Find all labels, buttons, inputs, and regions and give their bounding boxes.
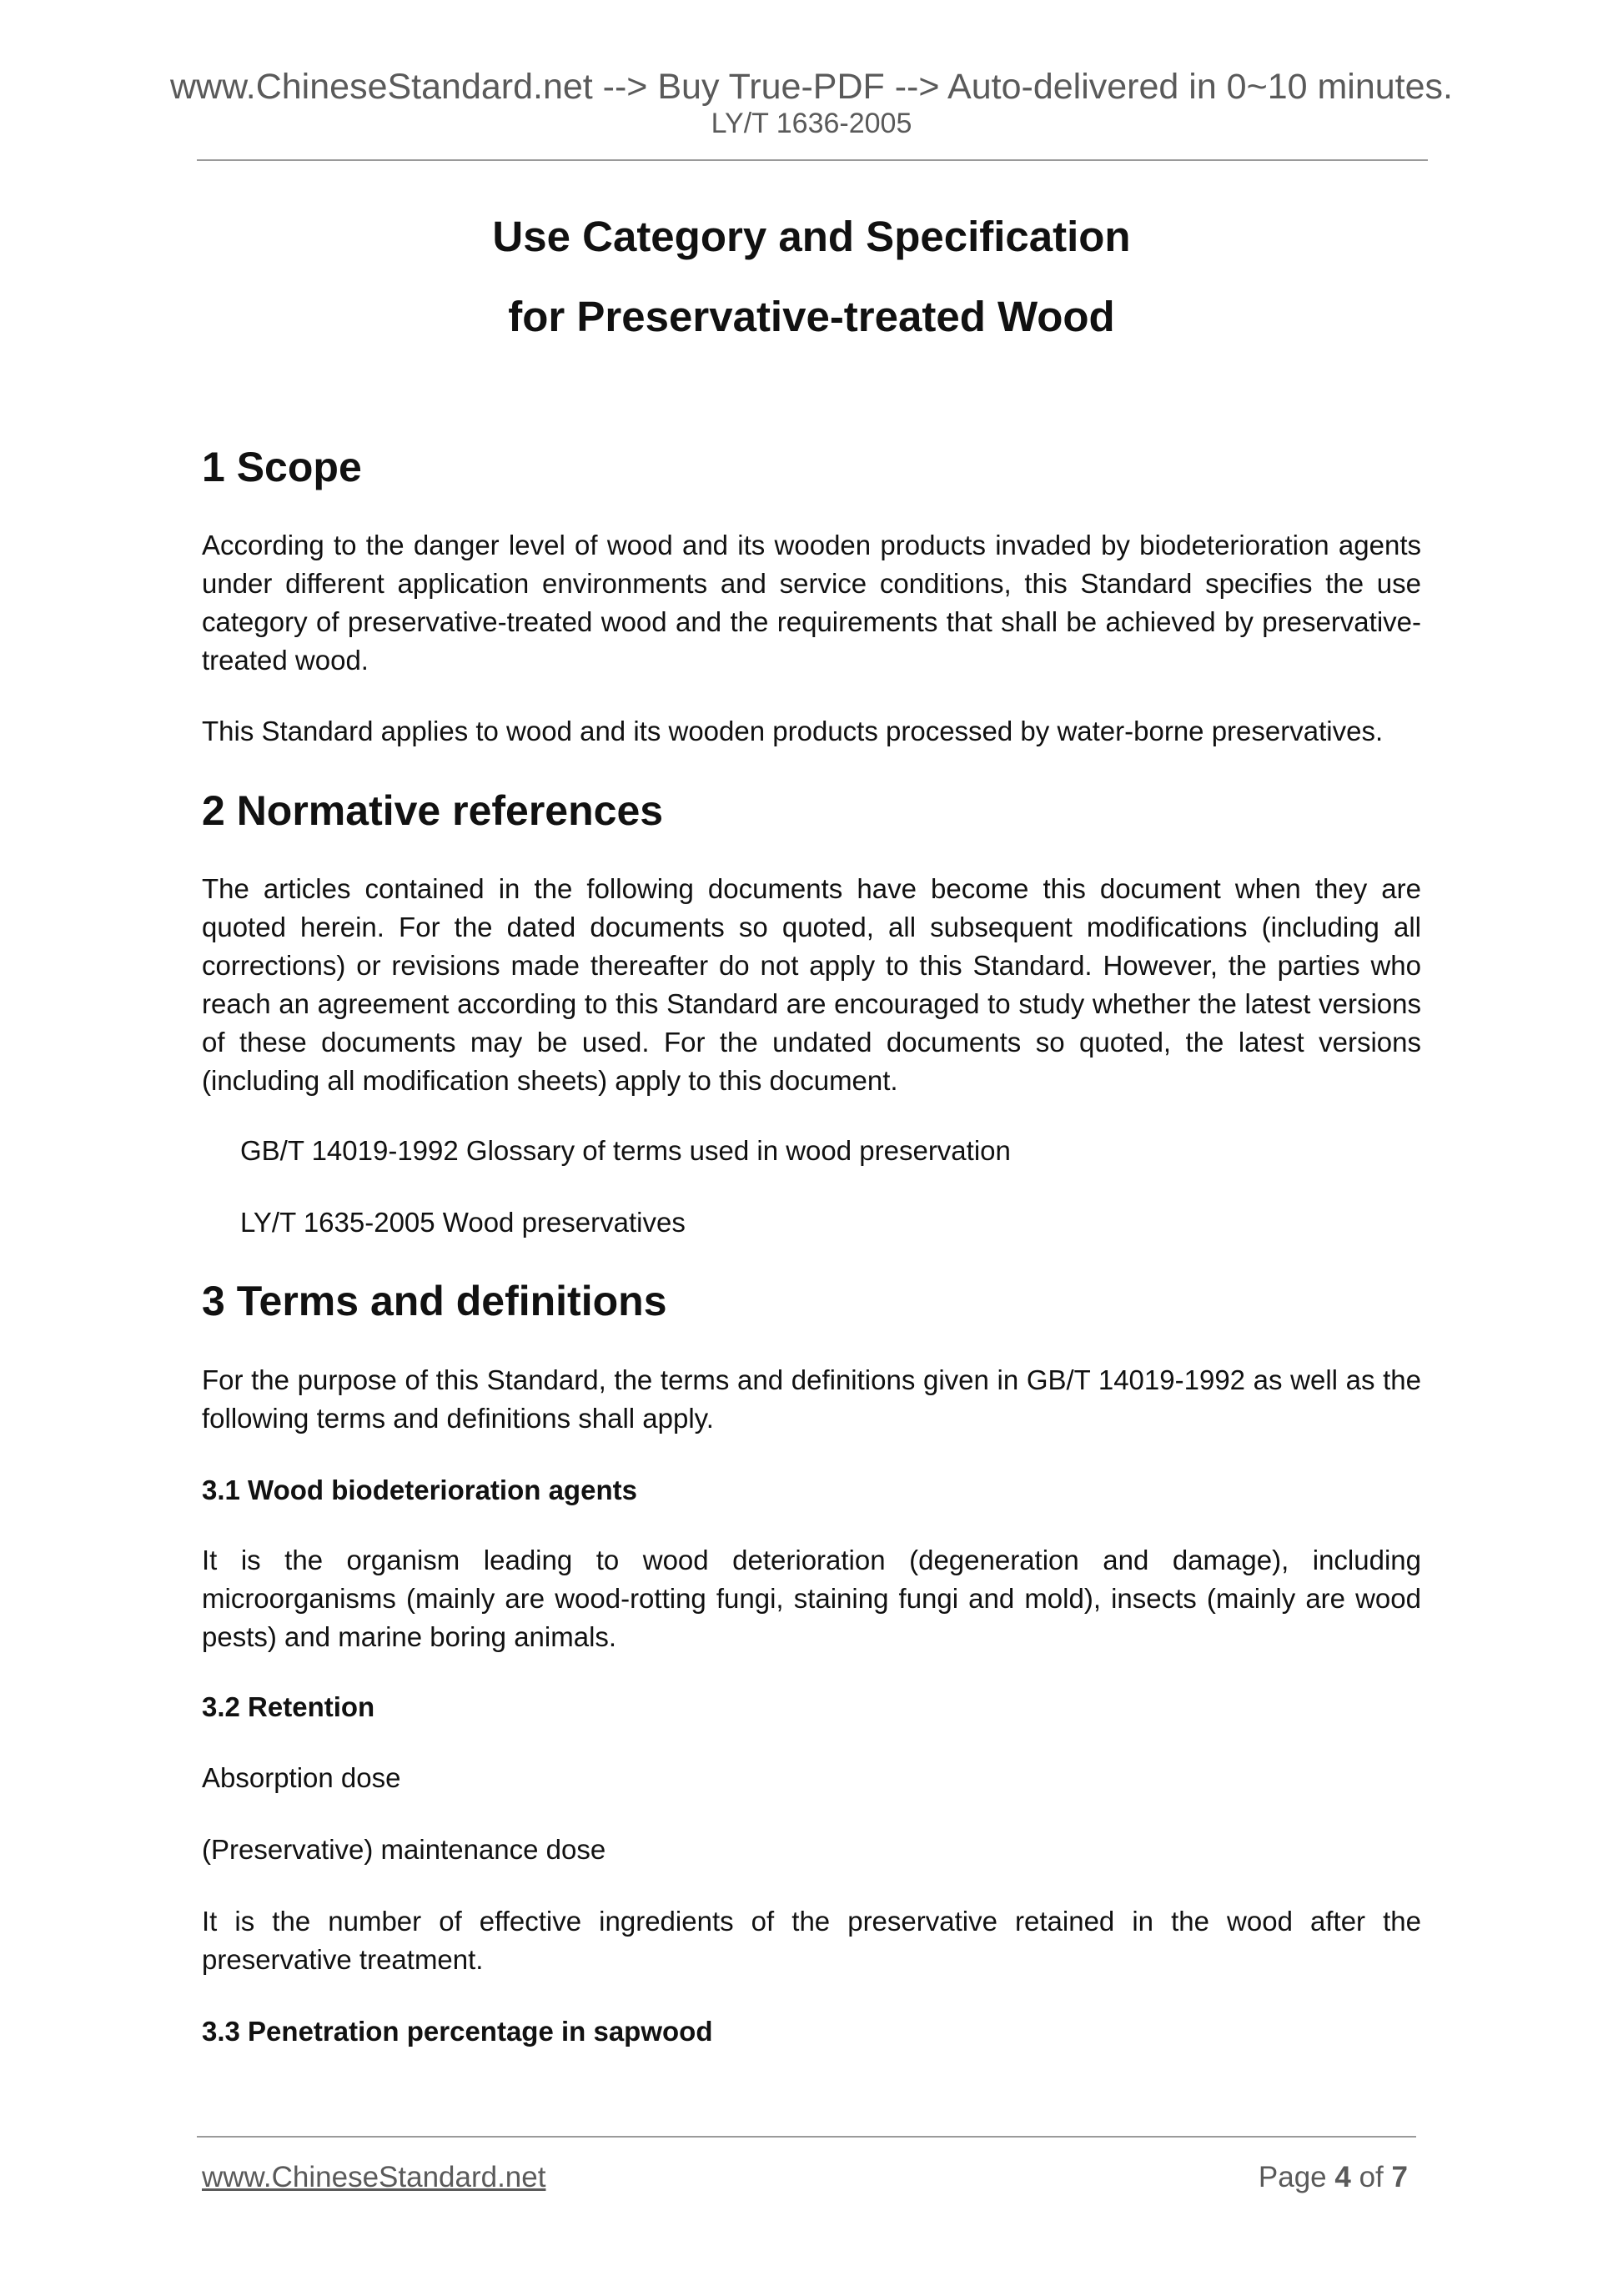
reference-item: LY/T 1635-2005 Wood preservatives [240,1207,686,1238]
page-prefix: Page [1258,2161,1327,2193]
footer-site-link[interactable]: www.ChineseStandard.net [202,2161,546,2193]
scope-paragraph-1: According to the danger level of wood and its wooden products invaded by biodeterioration agents under different application environments and service conditions, this Standard specifies the use category of preservative-treated wood and the requirements that shall be achieved by preservative-treated wood. [202,530,1421,676]
document-title-line-2: for Preservative-treated Wood [508,293,1115,340]
section-heading-scope: 1 Scope [202,444,362,490]
standard-code: LY/T 1636-2005 [711,108,912,139]
document-title-line-1: Use Category and Specification [492,213,1131,260]
term-synonym: Absorption dose [202,1762,401,1793]
page-indicator [1259,2159,1408,2196]
section-heading-terms-definitions: 3 Terms and definitions [202,1278,667,1324]
term-heading-3-2: 3.2 Retention [202,1691,375,1722]
term-heading-3-1: 3.1 Wood biodeterioration agents [202,1475,637,1505]
scope-paragraph-2: This Standard applies to wood and its wooden products processed by water-borne preservatives. [202,716,1384,746]
header-divider [197,159,1428,161]
term-heading-3-3: 3.3 Penetration percentage in sapwood [202,2016,713,2047]
page-total: 7 [1391,2161,1408,2193]
footer-divider [197,2136,1416,2138]
term-definition-3-2: It is the number of effective ingredients of the preservative retained in the wood after the preservative treatment. [202,1906,1421,1975]
reference-item: GB/T 14019-1992 Glossary of terms used in wood preservation [240,1135,1011,1166]
section-heading-normative-references: 2 Normative references [202,787,664,834]
term-synonym: (Preservative) maintenance dose [202,1834,606,1865]
page-current: 4 [1334,2161,1351,2193]
header-banner: www.ChineseStandard.net --> Buy True-PDF --> Auto-delivered in 0~10 minutes. [169,67,1453,107]
terms-intro-paragraph: For the purpose of this Standard, the terms and definitions given in GB/T 14019-1992 as well as the following terms and definitions shall apply. [202,1364,1421,1434]
term-definition-3-1: It is the organism leading to wood deterioration (degeneration and damage), including microorganisms (mainly are wood-rotting fungi, staining fungi and mold), insects (mainly are wood pests) and marine boring animals. [202,1545,1421,1652]
page-of: of [1359,2161,1384,2193]
normative-paragraph: The articles contained in the following documents have become this document when they are quoted herein. For the dated documents so quoted, all subsequent modifications (including all corrections) or revisions made thereafter do not apply to this Standard. However, the parties who reach an agreement according to this Standard are encouraged to study whether the latest versions of these documents may be used. For the undated documents so quoted, the latest versions (including all modification sheets) apply to this document. [202,873,1421,1096]
